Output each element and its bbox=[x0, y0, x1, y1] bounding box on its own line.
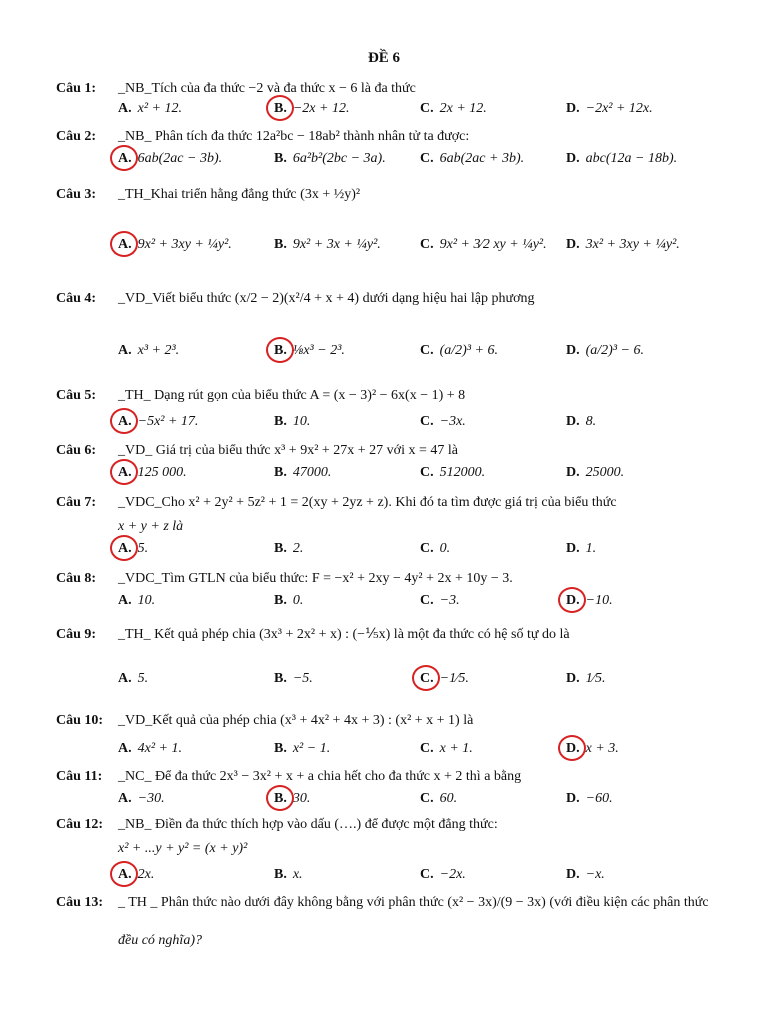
option-a[interactable] bbox=[118, 464, 187, 481]
option-a[interactable] bbox=[118, 592, 155, 609]
option-letter: C. bbox=[420, 593, 434, 608]
option-value: x + 3. bbox=[585, 741, 619, 756]
option-value: −2x + 12. bbox=[292, 101, 350, 116]
option-letter: B. bbox=[274, 465, 287, 480]
question-number: Câu 12: bbox=[56, 817, 104, 832]
question-stem: _ TH _ Phân thức nào dưới đây không bằng với phân thức (x² − 3x)/(9 − 3x) (với điều kiện các phân thức bbox=[118, 895, 709, 910]
option-letter: A. bbox=[118, 413, 132, 430]
option-letter: B. bbox=[274, 741, 287, 756]
option-a[interactable] bbox=[118, 100, 182, 117]
option-b[interactable] bbox=[274, 790, 310, 807]
option-d[interactable] bbox=[566, 790, 613, 807]
option-value: 25000. bbox=[585, 465, 625, 480]
question-number: Câu 7: bbox=[56, 495, 97, 510]
option-c[interactable] bbox=[420, 670, 469, 687]
option-letter: A. bbox=[118, 866, 132, 883]
option-value: −5x² + 17. bbox=[137, 414, 199, 429]
option-d[interactable] bbox=[566, 866, 605, 883]
option-value: 9x² + 3⁄2 xy + ¼y². bbox=[439, 237, 547, 252]
option-d[interactable] bbox=[566, 150, 677, 167]
option-letter: D. bbox=[566, 541, 580, 556]
option-c[interactable] bbox=[420, 790, 457, 807]
option-a[interactable] bbox=[118, 236, 232, 253]
option-letter: D. bbox=[566, 791, 580, 806]
option-letter: D. bbox=[566, 101, 580, 116]
answer-circle-mark bbox=[558, 587, 586, 613]
question-number: Câu 9: bbox=[56, 627, 97, 642]
question-stem: _VD_Viết biểu thức (x/2 − 2)(x²/4 + x + 4) dưới dạng hiệu hai lập phương bbox=[118, 291, 535, 306]
option-a[interactable] bbox=[118, 670, 148, 687]
option-value: 10. bbox=[292, 414, 311, 429]
option-a[interactable] bbox=[118, 540, 148, 557]
option-letter: C. bbox=[420, 541, 434, 556]
option-value: −60. bbox=[585, 791, 613, 806]
question-number: Câu 13: bbox=[56, 895, 104, 910]
option-value: 10. bbox=[137, 593, 156, 608]
option-letter: C. bbox=[420, 465, 434, 480]
option-value: 8. bbox=[585, 414, 597, 429]
answer-circle-mark bbox=[412, 665, 440, 691]
question-stem: _VD_ Giá trị của biểu thức x³ + 9x² + 27x + 27 với x = 47 là bbox=[118, 443, 458, 458]
answer-circle-mark bbox=[110, 861, 138, 887]
question-stem-continued: đều có nghĩa)? bbox=[118, 933, 202, 948]
option-value: −10. bbox=[585, 593, 613, 608]
option-value: x + 1. bbox=[439, 741, 473, 756]
option-c[interactable] bbox=[420, 413, 466, 430]
question-number: Câu 5: bbox=[56, 388, 97, 403]
option-b[interactable] bbox=[274, 100, 349, 117]
question-stem: _TH_ Dạng rút gọn của biểu thức A = (x − 3)² − 6x(x − 1) + 8 bbox=[118, 388, 466, 403]
option-letter: D. bbox=[566, 671, 580, 686]
option-letter: A. bbox=[118, 101, 132, 116]
option-value: 512000. bbox=[439, 465, 486, 480]
option-value: −30. bbox=[137, 791, 165, 806]
answer-circle-mark bbox=[266, 95, 294, 121]
option-letter: D. bbox=[566, 414, 580, 429]
option-c[interactable] bbox=[420, 464, 485, 481]
option-d[interactable] bbox=[566, 740, 619, 757]
option-letter: B. bbox=[274, 237, 287, 252]
question-number: Câu 10: bbox=[56, 713, 104, 728]
option-c[interactable] bbox=[420, 740, 473, 757]
option-letter: C. bbox=[420, 791, 434, 806]
option-d[interactable] bbox=[566, 342, 644, 359]
question-stem: _TH_ Kết quả phép chia (3x³ + 2x² + x) : (−⅕x) là một đa thức có hệ số tự do là bbox=[118, 627, 570, 642]
option-letter: A. bbox=[118, 593, 132, 608]
option-value: 6ab(2ac − 3b). bbox=[137, 151, 223, 166]
option-value: ⅛x³ − 2³. bbox=[292, 343, 345, 358]
option-letter: A. bbox=[118, 150, 132, 167]
option-letter: B. bbox=[274, 414, 287, 429]
option-c[interactable] bbox=[420, 342, 498, 359]
option-b[interactable] bbox=[274, 592, 303, 609]
option-a[interactable] bbox=[118, 866, 154, 883]
option-b[interactable] bbox=[274, 670, 313, 687]
option-d[interactable] bbox=[566, 670, 605, 687]
option-c[interactable] bbox=[420, 866, 466, 883]
question-stem: _VDC_Tìm GTLN của biểu thức: F = −x² + 2xy − 4y² + 2x + 10y − 3. bbox=[118, 571, 513, 586]
answer-circle-mark bbox=[110, 231, 138, 257]
option-letter: D. bbox=[566, 151, 580, 166]
option-value: 5. bbox=[137, 541, 149, 556]
option-value: −2x² + 12x. bbox=[585, 101, 653, 116]
option-value: x³ + 2³. bbox=[137, 343, 180, 358]
option-letter: D. bbox=[566, 465, 580, 480]
option-b[interactable] bbox=[274, 342, 345, 359]
option-b[interactable] bbox=[274, 866, 303, 883]
option-d[interactable] bbox=[566, 540, 596, 557]
option-value: −2x. bbox=[439, 867, 466, 882]
option-b[interactable] bbox=[274, 413, 310, 430]
option-value: 5. bbox=[137, 671, 149, 686]
question-number: Câu 8: bbox=[56, 571, 97, 586]
option-letter: B. bbox=[274, 593, 287, 608]
option-d[interactable] bbox=[566, 464, 624, 481]
option-a[interactable] bbox=[118, 342, 179, 359]
answer-circle-mark bbox=[266, 337, 294, 363]
question-stem: _NC_ Để đa thức 2x³ − 3x² + x + a chia hết cho đa thức x + 2 thì a bằng bbox=[118, 769, 522, 784]
question-number: Câu 6: bbox=[56, 443, 97, 458]
option-letter: C. bbox=[420, 151, 434, 166]
option-d[interactable] bbox=[566, 592, 613, 609]
option-letter: B. bbox=[274, 671, 287, 686]
option-value: 9x² + 3x + ¼y². bbox=[292, 237, 381, 252]
option-letter: B. bbox=[274, 867, 287, 882]
option-value: x² − 1. bbox=[292, 741, 331, 756]
option-d[interactable] bbox=[566, 100, 653, 117]
option-c[interactable] bbox=[420, 540, 450, 557]
option-value: 0. bbox=[292, 593, 304, 608]
option-b[interactable] bbox=[274, 150, 386, 167]
option-value: 60. bbox=[439, 791, 458, 806]
question-stem-continued: x² + ...y + y² = (x + y)² bbox=[118, 841, 248, 856]
option-value: (a/2)³ − 6. bbox=[585, 343, 644, 358]
option-letter: A. bbox=[118, 540, 132, 557]
answer-circle-mark bbox=[110, 459, 138, 485]
option-letter: C. bbox=[420, 101, 434, 116]
answer-circle-mark bbox=[110, 535, 138, 561]
option-letter: D. bbox=[566, 867, 580, 882]
option-value: 2x + 12. bbox=[439, 101, 487, 116]
exam-title: ĐỀ 6 bbox=[367, 50, 401, 66]
option-letter: A. bbox=[118, 464, 132, 481]
option-value: 6a²b²(2bc − 3a). bbox=[292, 151, 386, 166]
option-c[interactable] bbox=[420, 150, 524, 167]
option-letter: C. bbox=[420, 414, 434, 429]
option-letter: C. bbox=[420, 867, 434, 882]
option-c[interactable] bbox=[420, 592, 460, 609]
option-letter: D. bbox=[566, 740, 580, 757]
option-value: 3x² + 3xy + ¼y². bbox=[585, 237, 680, 252]
option-value: 0. bbox=[439, 541, 451, 556]
option-value: −5. bbox=[292, 671, 313, 686]
question-number: Câu 4: bbox=[56, 291, 97, 306]
question-stem-continued: x + y + z là bbox=[118, 519, 184, 534]
option-letter: C. bbox=[420, 343, 434, 358]
option-letter: D. bbox=[566, 343, 580, 358]
question-number: Câu 3: bbox=[56, 187, 97, 202]
option-letter: A. bbox=[118, 236, 132, 253]
option-letter: B. bbox=[274, 151, 287, 166]
option-c[interactable] bbox=[420, 100, 487, 117]
option-c[interactable] bbox=[420, 236, 547, 253]
option-a[interactable] bbox=[118, 740, 182, 757]
question-stem: _NB_ Điền đa thức thích hợp vào dấu (….) để được một đẳng thức: bbox=[118, 817, 498, 832]
option-value: 2. bbox=[292, 541, 304, 556]
option-value: −3. bbox=[439, 593, 460, 608]
answer-circle-mark bbox=[110, 408, 138, 434]
option-value: 30. bbox=[292, 791, 311, 806]
option-letter: A. bbox=[118, 671, 132, 686]
option-letter: B. bbox=[274, 541, 287, 556]
option-value: −1⁄5. bbox=[439, 671, 469, 686]
option-value: 4x² + 1. bbox=[137, 741, 182, 756]
answer-circle-mark bbox=[110, 145, 138, 171]
answer-circle-mark bbox=[558, 735, 586, 761]
option-letter: A. bbox=[118, 791, 132, 806]
option-value: 125 000. bbox=[137, 465, 187, 480]
question-number: Câu 2: bbox=[56, 129, 97, 144]
option-value: 1⁄5. bbox=[585, 671, 606, 686]
option-d[interactable] bbox=[566, 236, 680, 253]
option-value: −x. bbox=[585, 867, 605, 882]
question-stem: _VDC_Cho x² + 2y² + 5z² + 1 = 2(xy + 2yz + z). Khi đó ta tìm được giá trị của biểu thức bbox=[118, 495, 617, 510]
option-letter: A. bbox=[118, 343, 132, 358]
option-value: abc(12a − 18b). bbox=[585, 151, 678, 166]
question-stem: _TH_Khai triển hằng đẳng thức (3x + ½y)² bbox=[118, 187, 361, 202]
option-b[interactable] bbox=[274, 236, 381, 253]
option-value: 47000. bbox=[292, 465, 332, 480]
option-value: 9x² + 3xy + ¼y². bbox=[137, 237, 232, 252]
question-number: Câu 11: bbox=[56, 769, 103, 784]
option-value: (a/2)³ + 6. bbox=[439, 343, 498, 358]
answer-circle-mark bbox=[266, 785, 294, 811]
option-value: x. bbox=[292, 867, 303, 882]
question-stem: _VD_Kết quả của phép chia (x³ + 4x² + 4x + 3) : (x² + x + 1) là bbox=[118, 713, 474, 728]
option-letter: A. bbox=[118, 741, 132, 756]
option-letter: C. bbox=[420, 670, 434, 687]
option-a[interactable] bbox=[118, 790, 165, 807]
option-letter: C. bbox=[420, 237, 434, 252]
option-letter: D. bbox=[566, 592, 580, 609]
option-b[interactable] bbox=[274, 740, 330, 757]
option-a[interactable] bbox=[118, 413, 198, 430]
option-value: 2x. bbox=[137, 867, 155, 882]
option-value: 1. bbox=[585, 541, 597, 556]
option-a[interactable] bbox=[118, 150, 222, 167]
option-d[interactable] bbox=[566, 413, 596, 430]
option-letter: D. bbox=[566, 237, 580, 252]
option-b[interactable] bbox=[274, 464, 331, 481]
option-letter: B. bbox=[274, 100, 287, 117]
question-stem: _NB_Tích của đa thức −2 và đa thức x − 6 là đa thức bbox=[118, 81, 416, 96]
option-value: 6ab(2ac + 3b). bbox=[439, 151, 525, 166]
option-value: −3x. bbox=[439, 414, 466, 429]
question-number: Câu 1: bbox=[56, 81, 97, 96]
option-letter: B. bbox=[274, 790, 287, 807]
question-stem: _NB_ Phân tích đa thức 12a²bc − 18ab² thành nhân tử ta được: bbox=[118, 129, 470, 144]
option-letter: B. bbox=[274, 342, 287, 359]
option-b[interactable] bbox=[274, 540, 303, 557]
option-letter: C. bbox=[420, 741, 434, 756]
option-value: x² + 12. bbox=[137, 101, 182, 116]
